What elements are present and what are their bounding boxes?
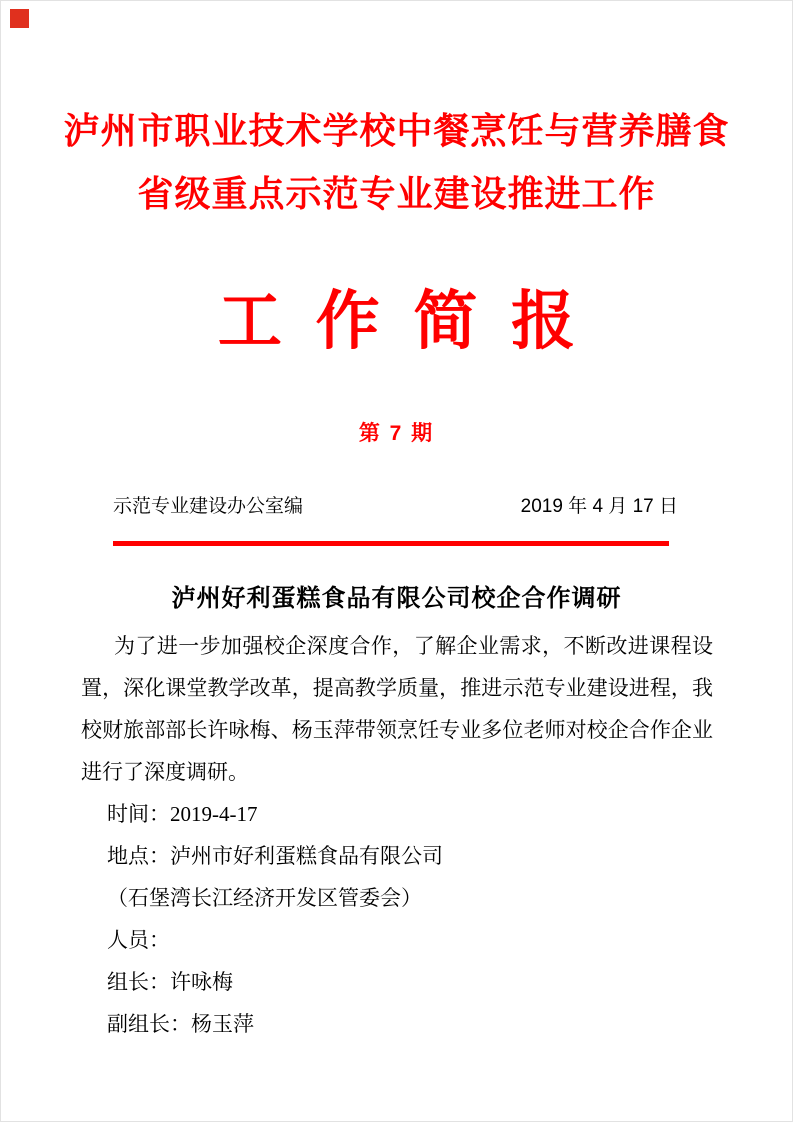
article-body	[81, 625, 713, 1045]
issue-date: 2019 年 4 月 17 日	[520, 496, 678, 517]
detail-line-leader: 组长：许咏梅	[107, 970, 233, 994]
divider-rule	[113, 541, 669, 546]
detail-line-time: 时间：2019-4-17	[107, 802, 258, 826]
masthead-meta	[113, 494, 678, 520]
detail-line-place: 地点：泸州市好利蛋糕食品有限公司	[107, 844, 443, 868]
corner-mark	[10, 9, 29, 28]
article-title: 泸州好利蛋糕食品有限公司校企合作调研	[171, 585, 622, 612]
issue-number: 第 7 期	[358, 422, 435, 445]
masthead-title-line2: 省级重点示范专业建设推进工作	[137, 173, 656, 214]
editor-label: 示范专业建设办公室编	[113, 496, 304, 517]
article-paragraph: 为了进一步加强校企深度合作，了解企业需求，不断改进课程设置，深化课堂教学改革，提高教学质量，推进示范专业建设进程，我校财旅部部长许咏梅、杨玉萍带领烹饪专业多位老师对校企合作企业进行了深度调研。	[81, 634, 713, 784]
detail-line-personnel: 人员：	[107, 928, 170, 952]
bulletin-title: 工 作 简 报	[217, 285, 584, 357]
masthead-title-line1: 泸州市职业技术学校中餐烹饪与营养膳食	[63, 110, 730, 151]
masthead-title	[1, 99, 792, 225]
detail-line-address: （石堡湾长江经济开发区管委会）	[107, 886, 422, 910]
detail-line-deputy-leader: 副组长：杨玉萍	[107, 1012, 254, 1036]
